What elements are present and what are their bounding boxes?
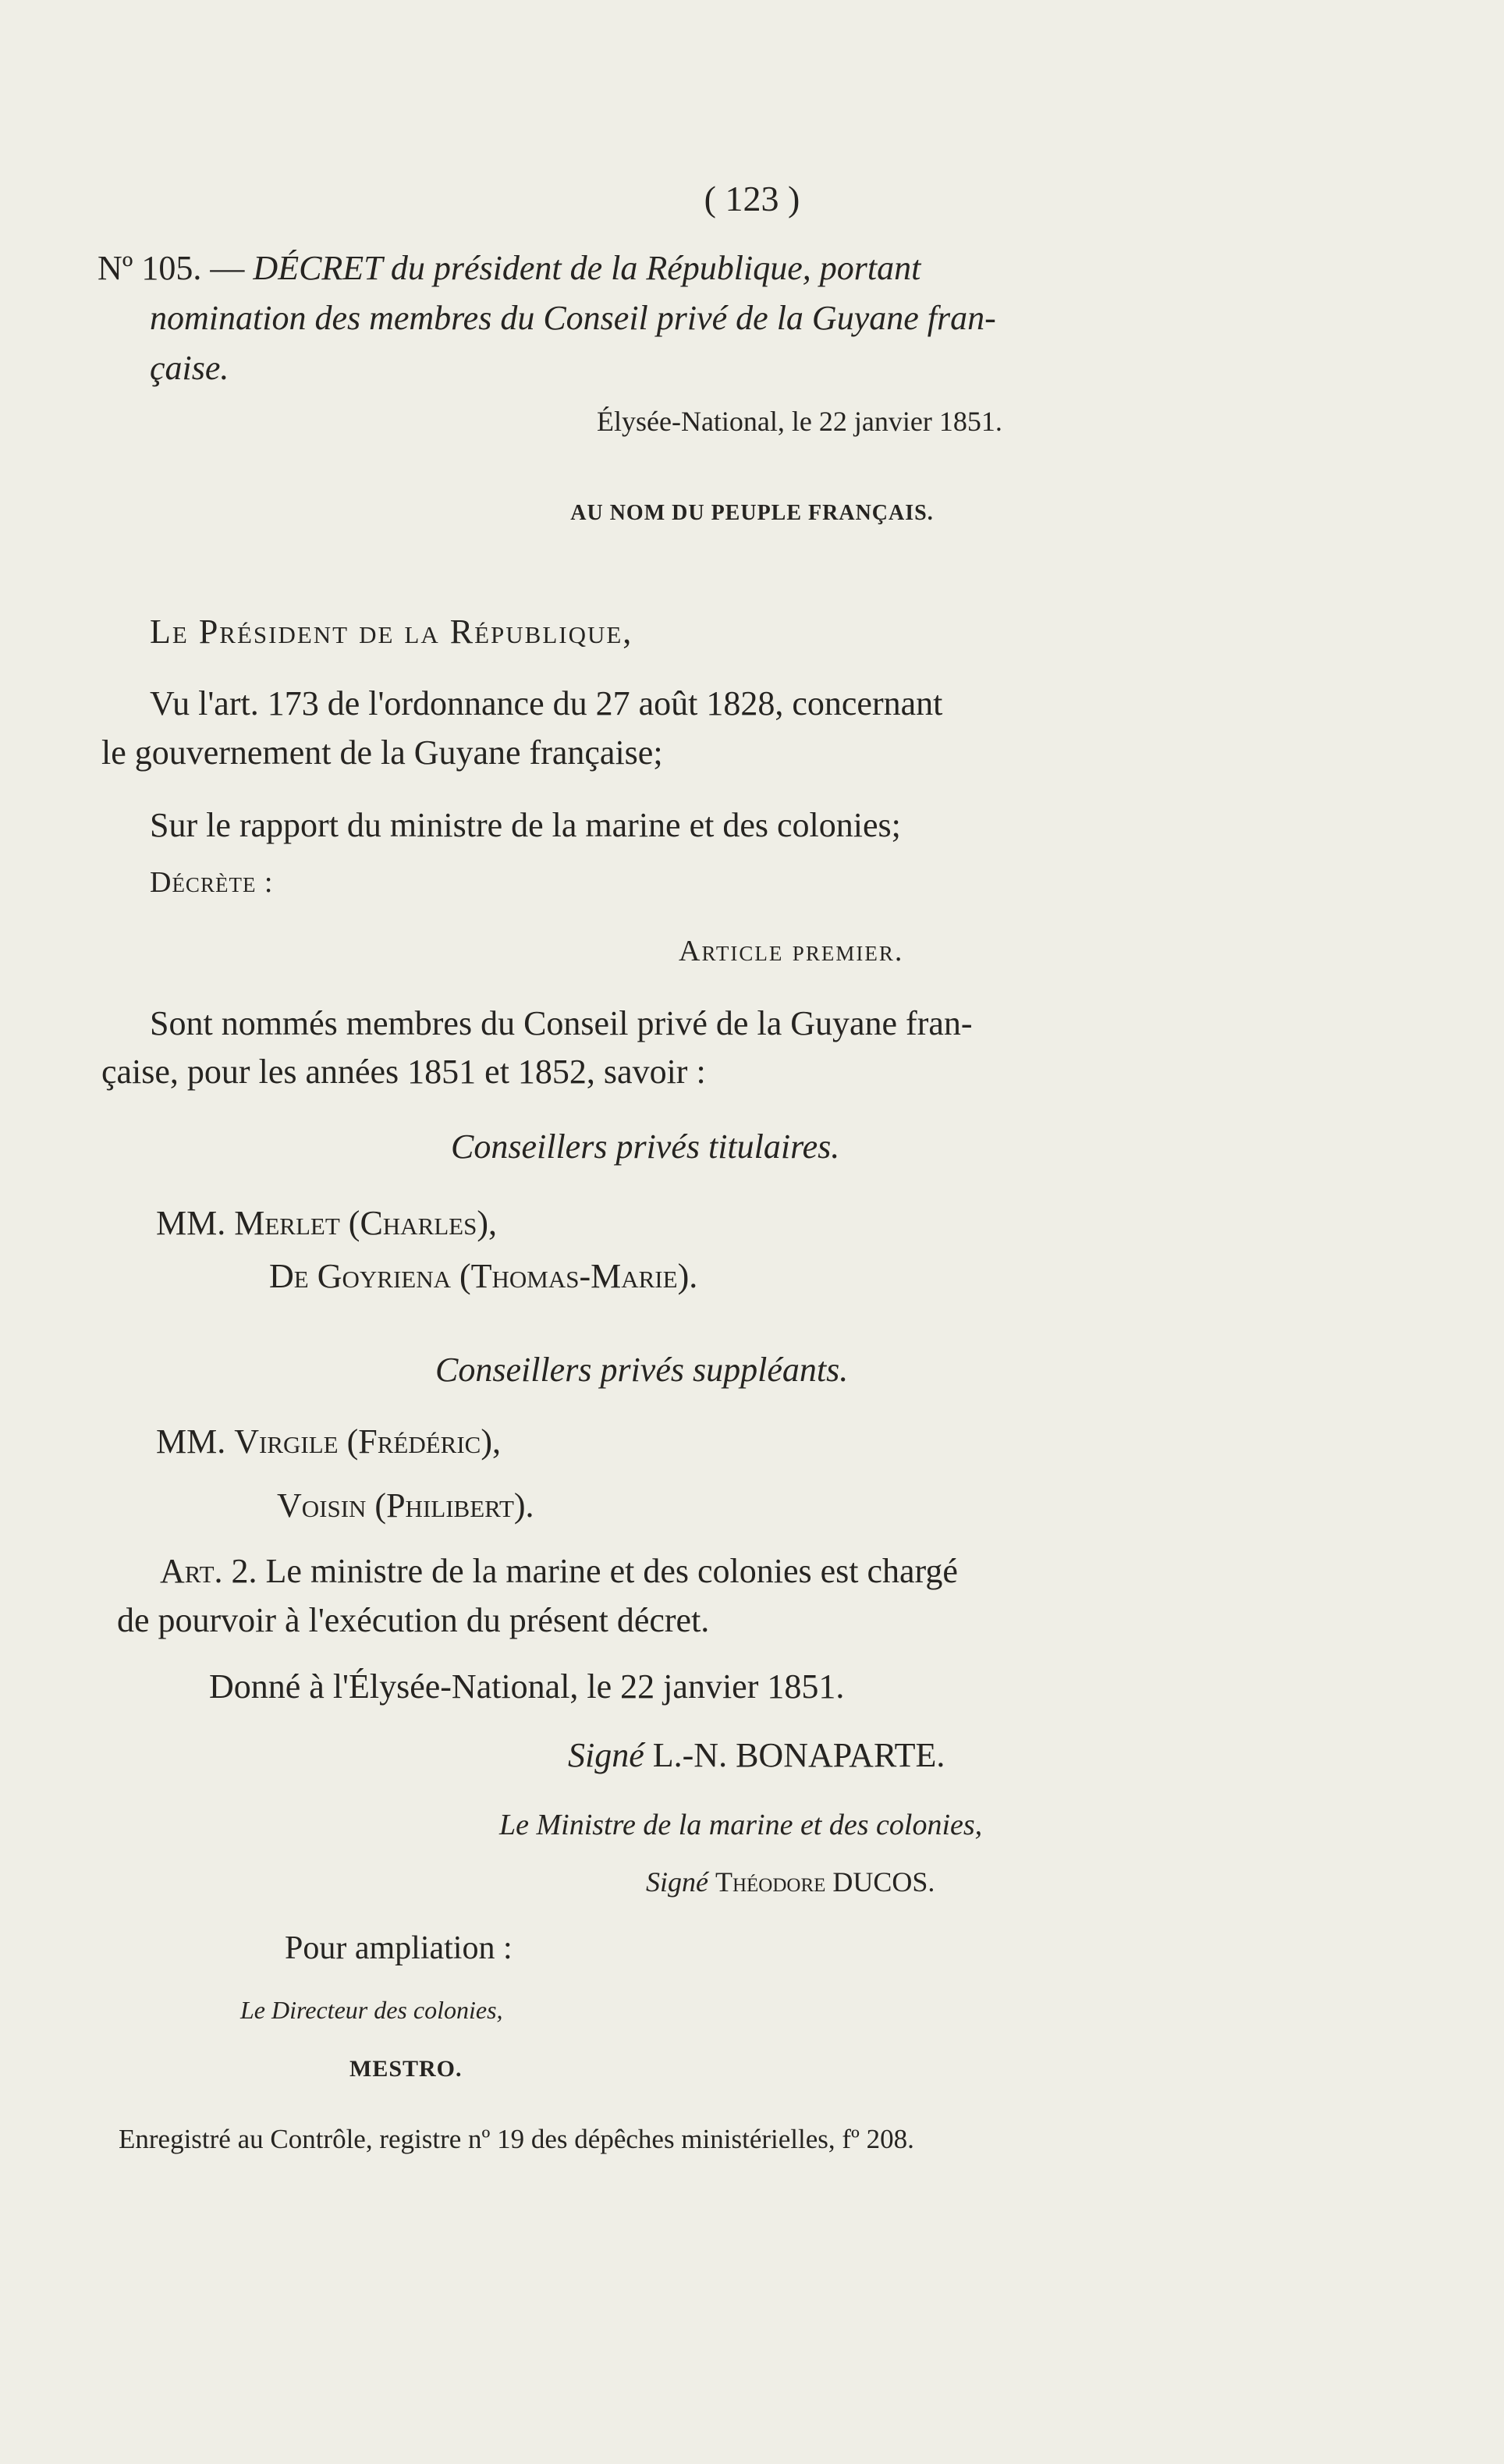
minister-name: Théodore DUCOS. — [715, 1866, 935, 1898]
article-1-title: Article premier. — [679, 935, 904, 967]
suppleant-1 — [156, 1422, 501, 1461]
footer-registration: Enregistré au Contrôle, registre nº 19 des dépêches ministérielles, fº 208. — [119, 2124, 914, 2154]
vu-line-1: Vu l'art. 173 de l'ordonnance du 27 août 1828, concernant — [150, 684, 943, 723]
titulaire-2: De Goyriena (Thomas-Marie). — [269, 1257, 698, 1295]
director-name: MESTRO. — [349, 2056, 463, 2082]
suppleant-1-name: Virgile (Frédéric), — [234, 1422, 501, 1461]
signature-name: L.-N. BONAPARTE. — [652, 1736, 945, 1774]
given-line: Donné à l'Élysée-National, le 22 janvier 1851. — [209, 1667, 845, 1706]
decree-title-line-3: çaise. — [150, 349, 229, 387]
signature-president — [568, 1738, 945, 1773]
decree-place-date: Élysée-National, le 22 janvier 1851. — [597, 406, 1002, 437]
header-people: AU NOM DU PEUPLE FRANÇAIS. — [570, 501, 934, 525]
decree-title-line-2: nomination des membres du Conseil privé de la Guyane fran- — [150, 299, 996, 337]
titulaire-1-name: Merlet (Charles), — [234, 1204, 498, 1242]
titulaire-1 — [156, 1206, 497, 1241]
suppleants-prefix: MM. — [156, 1422, 226, 1461]
minister-sign-prefix: Signé — [646, 1866, 708, 1898]
vu-line-2: le gouvernement de la Guyane française; — [101, 733, 663, 772]
minister-signature — [646, 1868, 935, 1896]
president-line: Le Président de la République, — [150, 612, 633, 651]
article-2-line-1 — [160, 1554, 958, 1589]
page-number: ( 123 ) — [704, 179, 800, 218]
article-2-text: Le ministre de la marine et des colonies est chargé — [265, 1552, 958, 1590]
article-1-line-2: çaise, pour les années 1851 et 1852, savoir : — [101, 1053, 706, 1091]
titulaires-heading: Conseillers privés titulaires. — [451, 1127, 840, 1166]
rapport-line: Sur le rapport du ministre de la marine et des colonies; — [150, 806, 901, 844]
titulaires-prefix: MM. — [156, 1204, 226, 1242]
signature-prefix: Signé — [568, 1736, 644, 1774]
suppleant-2: Voisin (Philibert). — [277, 1486, 534, 1525]
minister-title: Le Ministre de la marine et des colonies, — [499, 1809, 983, 1841]
decrete-line: Décrète : — [150, 866, 274, 899]
ampliation-line: Pour ampliation : — [285, 1930, 513, 1966]
director-title: Le Directeur des colonies, — [240, 1996, 503, 2024]
decree-number: Nº 105. — — [98, 249, 245, 287]
decree-title: DÉCRET du président de la République, portant — [253, 249, 921, 287]
suppleants-heading: Conseillers privés suppléants. — [435, 1351, 849, 1389]
article-2-line-2: de pourvoir à l'exécution du présent décret. — [117, 1601, 710, 1639]
decree-title-line-1 — [98, 251, 920, 286]
article-1-line-1: Sont nommés membres du Conseil privé de la Guyane fran- — [150, 1004, 973, 1042]
article-2-label: Art. 2. — [160, 1552, 257, 1590]
